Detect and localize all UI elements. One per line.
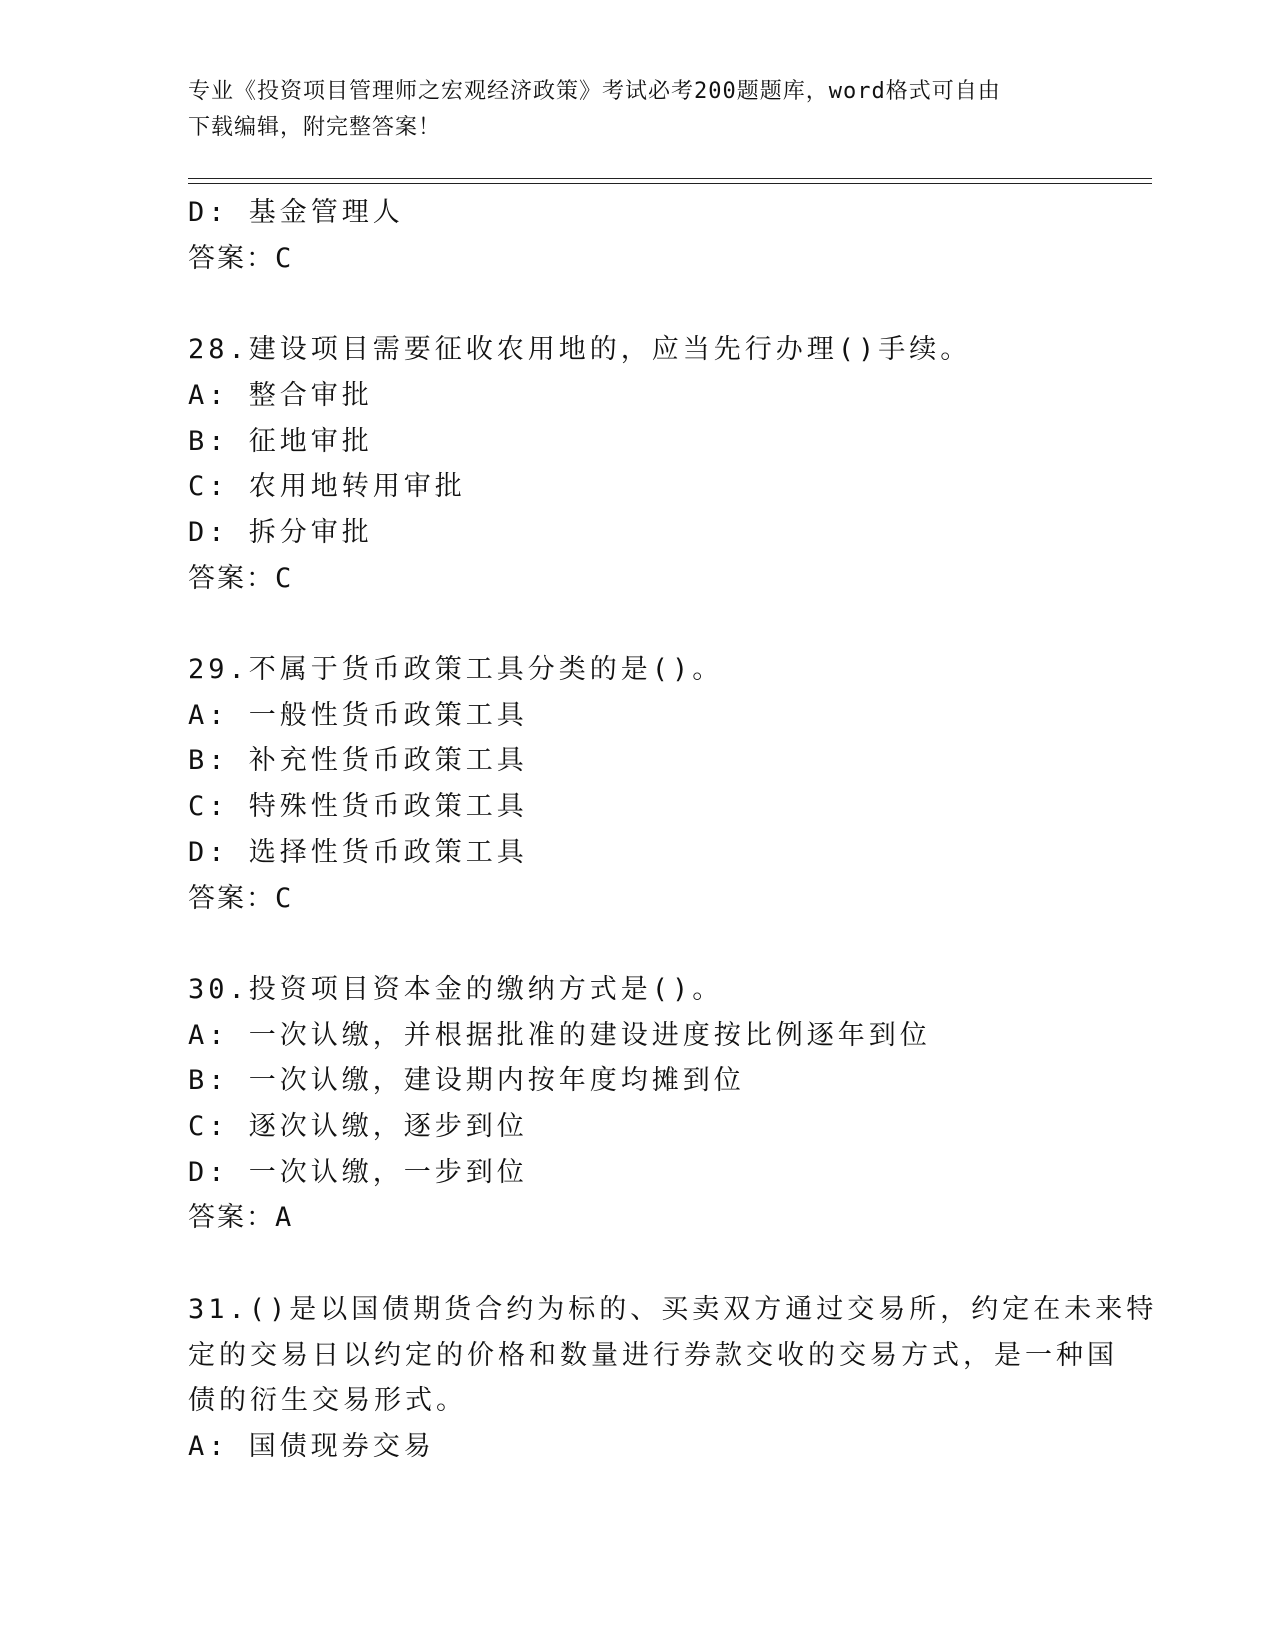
option-line: D: 拆分审批 — [188, 516, 373, 548]
option-line: A: 整合审批 — [188, 379, 373, 411]
option-line: C: 逐次认缴，逐步到位 — [188, 1111, 528, 1143]
answer-line: 答案：A — [188, 1202, 294, 1234]
option-line: B: 补充性货币政策工具 — [188, 745, 528, 777]
question-content — [188, 190, 1158, 1470]
spacer — [188, 281, 1088, 327]
header-divider-bottom — [188, 183, 1152, 184]
question-text: 31.()是以国债期货合约为标的、买卖双方通过交易所，约定在未来特 — [188, 1293, 1158, 1325]
spacer — [188, 1241, 1088, 1287]
option-line: A: 国债现券交易 — [188, 1430, 435, 1462]
question-text: 28.建设项目需要征收农用地的，应当先行办理()手续。 — [188, 334, 972, 366]
option-line: D: 选择性货币政策工具 — [188, 836, 528, 868]
question-text: 债的衍生交易形式。 — [188, 1385, 467, 1417]
header-line-1: 专业《投资项目管理师之宏观经济政策》考试必考200题题库，word格式可自由 — [188, 79, 1001, 104]
option-line: C: 农用地转用审批 — [188, 471, 466, 503]
header-divider-top — [188, 178, 1152, 179]
answer-line: 答案：C — [188, 562, 294, 594]
document-header — [188, 74, 1078, 146]
answer-line: 答案：C — [188, 242, 294, 274]
option-line: B: 一次认缴，建设期内按年度均摊到位 — [188, 1065, 745, 1097]
spacer — [188, 921, 1088, 967]
option-line: D: 基金管理人 — [188, 197, 404, 228]
option-line: A: 一次认缴，并根据批准的建设进度按比例逐年到位 — [188, 1019, 931, 1051]
question-text: 定的交易日以约定的价格和数量进行券款交收的交易方式，是一种国 — [188, 1339, 1118, 1371]
option-line: D: 一次认缴，一步到位 — [188, 1156, 528, 1188]
option-line: C: 特殊性货币政策工具 — [188, 791, 528, 823]
option-line: B: 征地审批 — [188, 425, 373, 457]
question-text: 29.不属于货币政策工具分类的是()。 — [188, 654, 724, 685]
header-line-2: 下载编辑，附完整答案！ — [188, 115, 442, 140]
option-line: A: 一般性货币政策工具 — [188, 699, 528, 731]
answer-line: 答案：C — [188, 882, 294, 914]
spacer — [188, 601, 1088, 647]
question-text: 30.投资项目资本金的缴纳方式是()。 — [188, 973, 724, 1005]
